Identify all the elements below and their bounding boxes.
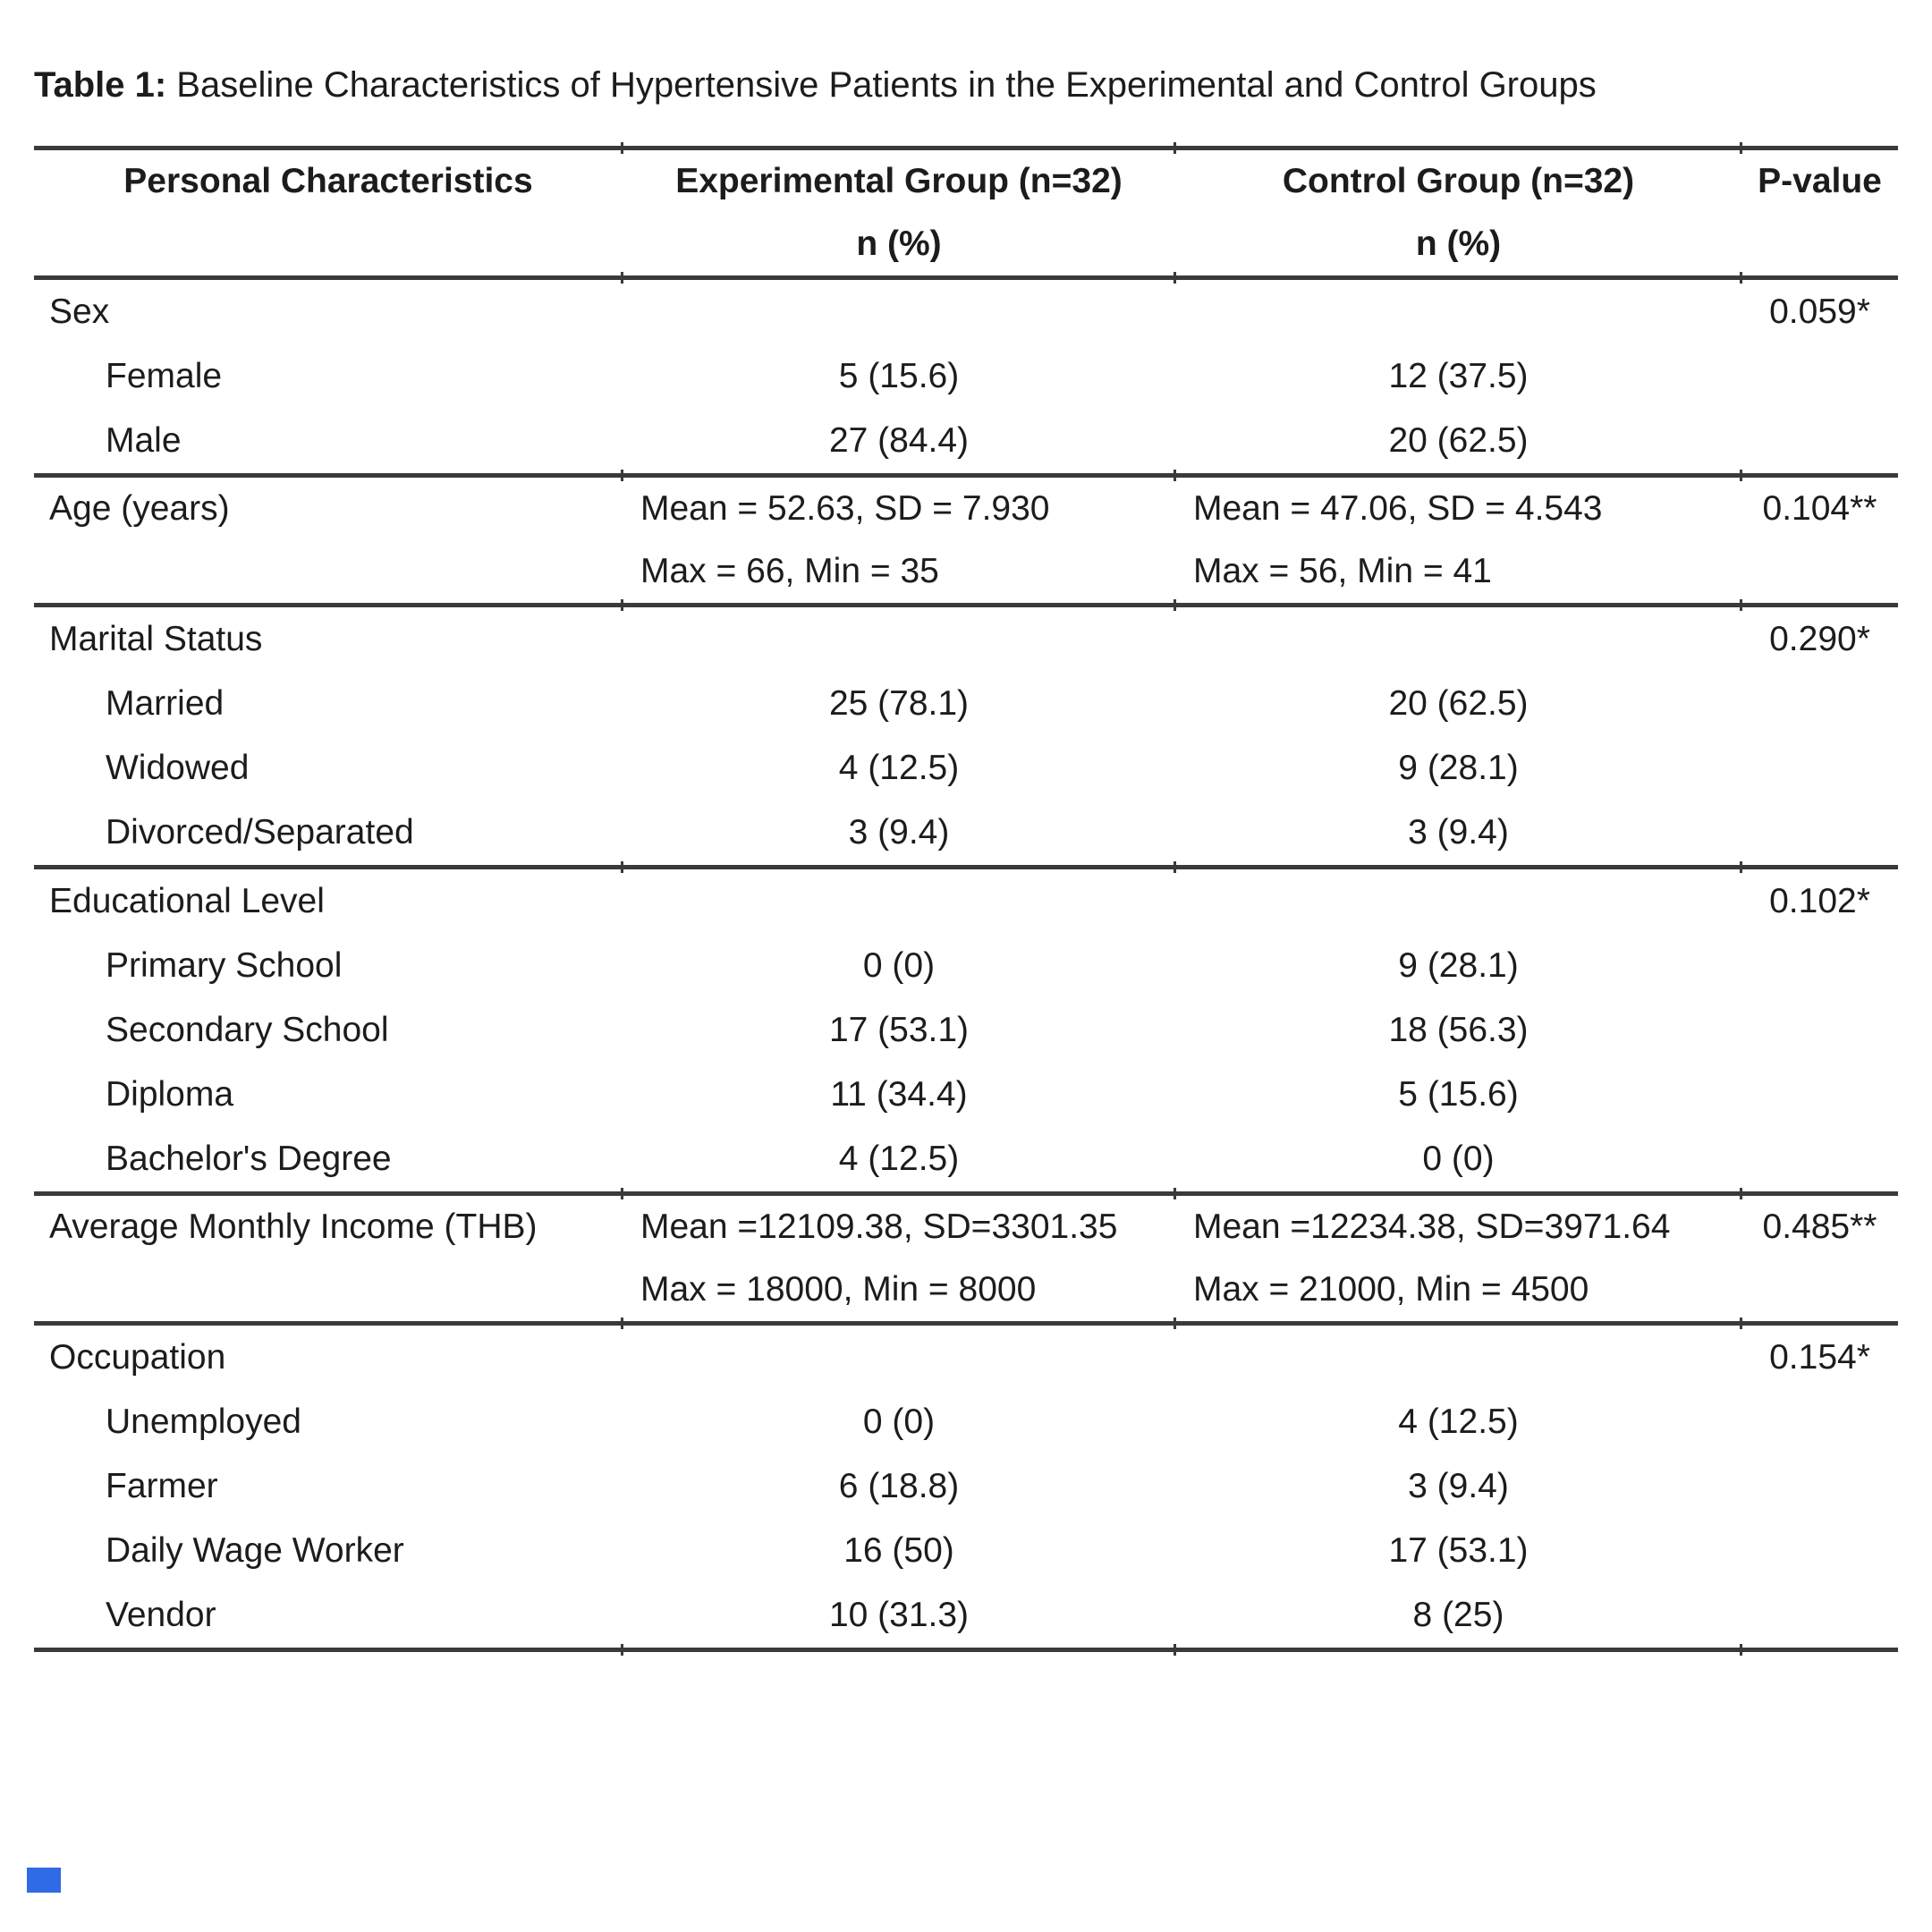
header-control-n-percent: n (%) (1415, 225, 1502, 263)
experimental-value: Max = 18000, Min = 8000 (640, 1270, 1037, 1309)
header-experimental-n-percent: n (%) (856, 225, 942, 263)
table-row (34, 934, 1898, 998)
baseline-characteristics-table (34, 146, 1898, 1652)
header-row-1 (34, 150, 1898, 213)
control-value: 5 (15.6) (1398, 1075, 1519, 1114)
control-value: Max = 56, Min = 41 (1193, 552, 1492, 590)
table-top-rule (34, 146, 1898, 150)
experimental-value: 11 (34.4) (830, 1075, 968, 1114)
experimental-value: Mean = 52.63, SD = 7.930 (640, 489, 1050, 528)
experimental-value: 10 (31.3) (828, 1596, 970, 1634)
table-row (34, 540, 1898, 603)
experimental-value: Max = 66, Min = 35 (640, 552, 939, 590)
row-label: Primary School (106, 946, 343, 985)
row-label: Sex (49, 292, 110, 331)
table-row (34, 1583, 1898, 1648)
row-label: Unemployed (106, 1402, 301, 1441)
table-caption-text: Baseline Characteristics of Hypertensive Patients in the Experimental and Control Groups (166, 65, 1597, 105)
table-row (34, 998, 1898, 1063)
p-value: 0.059* (1769, 292, 1870, 331)
table-caption (34, 63, 1597, 107)
experimental-value: 0 (0) (862, 946, 936, 985)
control-value: 0 (0) (1422, 1140, 1495, 1178)
p-value: 0.104** (1762, 489, 1877, 528)
control-value: 8 (25) (1412, 1596, 1504, 1634)
row-label: Educational Level (49, 882, 325, 920)
row-label: Marital Status (49, 620, 263, 658)
header-control-group: Control Group (n=32) (1282, 162, 1635, 200)
row-label: Divorced/Separated (106, 813, 414, 852)
row-label: Secondary School (106, 1011, 389, 1049)
experimental-value: 4 (12.5) (838, 749, 960, 787)
table-row (34, 1390, 1898, 1454)
table-row (34, 607, 1898, 672)
experimental-value: 25 (78.1) (828, 684, 970, 723)
table-row (34, 344, 1898, 409)
table-row (34, 1063, 1898, 1127)
control-value: 9 (28.1) (1398, 946, 1519, 985)
experimental-value: 6 (18.8) (838, 1467, 960, 1505)
control-value: 18 (56.3) (1388, 1011, 1529, 1049)
table-row (34, 1454, 1898, 1519)
table-row (34, 672, 1898, 736)
experimental-value: 27 (84.4) (828, 421, 970, 460)
table-row (34, 1258, 1898, 1321)
section-rule (34, 865, 1898, 869)
control-value: 9 (28.1) (1398, 749, 1519, 787)
header-p-value: P-value (1758, 162, 1882, 200)
row-label: Average Monthly Income (THB) (49, 1208, 538, 1246)
blue-highlight-artifact (27, 1868, 61, 1893)
section-rule (34, 473, 1898, 478)
header-row-2 (34, 213, 1898, 275)
control-value: 4 (12.5) (1398, 1402, 1519, 1441)
row-label: Diploma (106, 1075, 234, 1114)
section-rule (34, 1191, 1898, 1196)
control-value: 3 (9.4) (1408, 1467, 1509, 1505)
row-label: Bachelor's Degree (106, 1140, 392, 1178)
header-personal-characteristics: Personal Characteristics (123, 162, 533, 200)
section-rule (34, 1648, 1898, 1652)
table-row (34, 1127, 1898, 1191)
experimental-value: 4 (12.5) (838, 1140, 960, 1178)
row-label: Farmer (106, 1467, 218, 1505)
experimental-value: 3 (9.4) (848, 813, 950, 852)
header-experimental-group: Experimental Group (n=32) (675, 162, 1123, 200)
table-row (34, 280, 1898, 344)
control-value: 12 (37.5) (1388, 357, 1529, 395)
control-value: 20 (62.5) (1388, 421, 1529, 460)
row-label: Occupation (49, 1338, 226, 1377)
control-value: 20 (62.5) (1388, 684, 1529, 723)
experimental-value: 0 (0) (862, 1402, 936, 1441)
table-caption-number: Table 1: (34, 65, 167, 105)
row-label: Daily Wage Worker (106, 1531, 404, 1570)
row-label: Vendor (106, 1596, 216, 1634)
table-body (34, 280, 1898, 1652)
experimental-value: 5 (15.6) (838, 357, 960, 395)
experimental-value: Mean =12109.38, SD=3301.35 (640, 1208, 1118, 1246)
p-value: 0.102* (1769, 882, 1870, 920)
table-row (34, 801, 1898, 865)
p-value: 0.485** (1762, 1208, 1877, 1246)
control-value: 3 (9.4) (1408, 813, 1509, 852)
section-rule (34, 603, 1898, 607)
control-value: 17 (53.1) (1388, 1531, 1529, 1570)
table-row (34, 409, 1898, 473)
row-label: Male (106, 421, 182, 460)
p-value: 0.290* (1769, 620, 1870, 658)
table-row (34, 1519, 1898, 1583)
control-value: Max = 21000, Min = 4500 (1193, 1270, 1589, 1309)
table-row (34, 1196, 1898, 1258)
experimental-value: 16 (50) (843, 1531, 954, 1570)
row-label: Widowed (106, 749, 250, 787)
experimental-value: 17 (53.1) (828, 1011, 970, 1049)
table-row (34, 736, 1898, 801)
row-label: Female (106, 357, 223, 395)
table-row (34, 869, 1898, 934)
header-bottom-rule (34, 275, 1898, 280)
table-row (34, 478, 1898, 540)
section-rule (34, 1321, 1898, 1326)
control-value: Mean = 47.06, SD = 4.543 (1193, 489, 1603, 528)
table-row (34, 1326, 1898, 1390)
row-label: Married (106, 684, 225, 723)
row-label: Age (years) (49, 489, 230, 528)
p-value: 0.154* (1769, 1338, 1870, 1377)
control-value: Mean =12234.38, SD=3971.64 (1193, 1208, 1671, 1246)
